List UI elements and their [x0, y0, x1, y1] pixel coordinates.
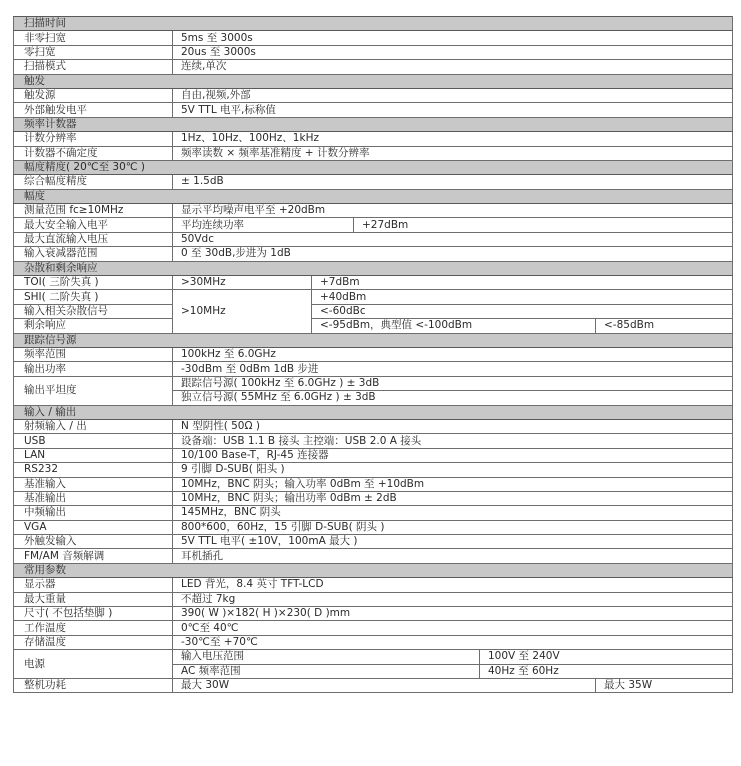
table-row [14, 491, 733, 505]
section-title: 扫描时间 [14, 17, 733, 31]
section-sweep-time [14, 17, 733, 31]
row-label: 测量范围 fc≥10MHz [14, 204, 173, 218]
table-row [14, 549, 733, 563]
row-value: 5V TTL 电平( ±10V，100mA 最大 ) [173, 535, 733, 549]
section-tracking-generator [14, 333, 733, 347]
power-param-value: 40Hz 至 60Hz [480, 664, 733, 678]
table-row [14, 592, 733, 606]
table-row [14, 607, 733, 621]
section-title: 幅度精度( 20℃至 30℃ ) [14, 160, 733, 174]
row-value: +40dBm [312, 290, 733, 304]
section-title: 杂散和剩余响应 [14, 261, 733, 275]
row-label: 剩余响应 [14, 319, 173, 333]
row-value: 0 至 30dB,步进为 1dB [173, 247, 733, 261]
row-label: 中频输出 [14, 506, 173, 520]
table-row [14, 175, 733, 189]
row-label: 输出功率 [14, 362, 173, 376]
row-value: 10MHz，BNC 阴头；输入功率 0dBm 至 +10dBm [173, 477, 733, 491]
row-label: 综合幅度精度 [14, 175, 173, 189]
row-label: 零扫宽 [14, 45, 173, 59]
table-row [14, 88, 733, 102]
row-label: 非零扫宽 [14, 31, 173, 45]
row-value: 平均连续功率 [173, 218, 354, 232]
row-value: 100kHz 至 6.0GHz [173, 347, 733, 361]
table-row [14, 362, 733, 376]
table-row [14, 506, 733, 520]
row-value-2: <-85dBm [596, 319, 733, 333]
row-label: 整机功耗 [14, 678, 173, 692]
row-label: 外部触发电平 [14, 103, 173, 117]
row-value: N 型阴性( 50Ω ) [173, 419, 733, 433]
row-value: 跟踪信号源( 100kHz 至 6.0GHz ) ± 3dB [173, 376, 733, 390]
section-title: 幅度 [14, 189, 733, 203]
section-amplitude-accuracy [14, 160, 733, 174]
table-row [14, 347, 733, 361]
table-row [14, 132, 733, 146]
table-row [14, 218, 733, 232]
row-label: 输出平坦度 [14, 376, 173, 405]
row-label: 工作温度 [14, 621, 173, 635]
row-label: 最大安全输入电平 [14, 218, 173, 232]
row-label: 频率范围 [14, 347, 173, 361]
row-value: 800*600，60Hz，15 引脚 D-SUB( 阴头 ) [173, 520, 733, 534]
row-value: 最大 30W [173, 678, 596, 692]
row-label: 扫描模式 [14, 60, 173, 74]
section-title: 常用参数 [14, 563, 733, 577]
table-row [14, 535, 733, 549]
table-row [14, 247, 733, 261]
section-title: 频率计数器 [14, 117, 733, 131]
row-value: ± 1.5dB [173, 175, 733, 189]
row-condition: >10MHz [173, 290, 312, 333]
table-row [14, 678, 733, 692]
row-label: 输入衰减器范围 [14, 247, 173, 261]
table-row [14, 650, 733, 664]
row-label: USB [14, 434, 173, 448]
row-value: 频率读数 × 频率基准精度 + 计数分辨率 [173, 146, 733, 160]
row-value: 连续,单次 [173, 60, 733, 74]
table-row [14, 45, 733, 59]
power-param-value: 100V 至 240V [480, 650, 733, 664]
section-trigger [14, 74, 733, 88]
section-general [14, 563, 733, 577]
row-label: SHI( 二阶失真 ) [14, 290, 173, 304]
section-title: 跟踪信号源 [14, 333, 733, 347]
row-value: 10/100 Base-T，RJ-45 连接器 [173, 448, 733, 462]
row-value: +7dBm [312, 276, 733, 290]
table-row [14, 448, 733, 462]
row-label: 计数器不确定度 [14, 146, 173, 160]
table-row [14, 146, 733, 160]
row-label: VGA [14, 520, 173, 534]
row-condition: >30MHz [173, 276, 312, 290]
row-label: 基准输出 [14, 491, 173, 505]
row-value: 不超过 7kg [173, 592, 733, 606]
table-row [14, 31, 733, 45]
spec-table [13, 16, 733, 693]
row-value: 20us 至 3000s [173, 45, 733, 59]
row-value: 5ms 至 3000s [173, 31, 733, 45]
row-label: TOI( 三阶失真 ) [14, 276, 173, 290]
row-label: 电源 [14, 650, 173, 679]
row-value: <-95dBm，典型值 <-100dBm [312, 319, 596, 333]
row-label: 射频输入 / 出 [14, 419, 173, 433]
row-label: 外触发输入 [14, 535, 173, 549]
row-value: 10MHz，BNC 阴头；输出功率 0dBm ± 2dB [173, 491, 733, 505]
section-spurious [14, 261, 733, 275]
row-value-2: +27dBm [354, 218, 733, 232]
table-row [14, 290, 733, 304]
row-value-2: 最大 35W [596, 678, 733, 692]
table-row [14, 276, 733, 290]
section-amplitude [14, 189, 733, 203]
section-input-output [14, 405, 733, 419]
table-row [14, 434, 733, 448]
row-label: 计数分辨率 [14, 132, 173, 146]
row-label: 存储温度 [14, 635, 173, 649]
table-row [14, 520, 733, 534]
row-label: RS232 [14, 463, 173, 477]
row-value: <-60dBc [312, 304, 733, 318]
row-value: 145MHz，BNC 阴头 [173, 506, 733, 520]
row-value: -30℃至 +70℃ [173, 635, 733, 649]
row-value: 5V TTL 电平,标称值 [173, 103, 733, 117]
table-row [14, 204, 733, 218]
row-label: 最大重量 [14, 592, 173, 606]
table-row [14, 376, 733, 390]
row-label: FM/AM 音频解调 [14, 549, 173, 563]
row-label: 基准输入 [14, 477, 173, 491]
row-label: 最大直流输入电压 [14, 232, 173, 246]
row-label: 输入相关杂散信号 [14, 304, 173, 318]
row-value: 设备端：USB 1.1 B 接头 主控端：USB 2.0 A 接头 [173, 434, 733, 448]
row-value: 耳机插孔 [173, 549, 733, 563]
table-row [14, 319, 733, 333]
table-row [14, 578, 733, 592]
section-frequency-counter [14, 117, 733, 131]
section-title: 输入 / 输出 [14, 405, 733, 419]
row-value: 50Vdc [173, 232, 733, 246]
row-value: 0℃至 40℃ [173, 621, 733, 635]
row-value: 1Hz、10Hz、100Hz、1kHz [173, 132, 733, 146]
table-row [14, 60, 733, 74]
power-param-name: AC 频率范围 [173, 664, 480, 678]
row-value: 独立信号源( 55MHz 至 6.0GHz ) ± 3dB [173, 391, 733, 405]
table-row [14, 419, 733, 433]
table-row [14, 635, 733, 649]
table-row [14, 232, 733, 246]
row-label: LAN [14, 448, 173, 462]
table-row [14, 103, 733, 117]
table-row [14, 463, 733, 477]
row-value: -30dBm 至 0dBm 1dB 步进 [173, 362, 733, 376]
row-label: 显示器 [14, 578, 173, 592]
section-title: 触发 [14, 74, 733, 88]
row-value: 9 引脚 D-SUB( 阳头 ) [173, 463, 733, 477]
row-value: 390( W )×182( H )×230( D )mm [173, 607, 733, 621]
row-label: 尺寸( 不包括垫脚 ) [14, 607, 173, 621]
row-value: 自由,视频,外部 [173, 88, 733, 102]
row-label: 触发源 [14, 88, 173, 102]
table-row [14, 477, 733, 491]
row-value: LED 背光，8.4 英寸 TFT-LCD [173, 578, 733, 592]
row-value: 显示平均噪声电平至 +20dBm [173, 204, 733, 218]
power-param-name: 输入电压范围 [173, 650, 480, 664]
table-row [14, 621, 733, 635]
table-row [14, 304, 733, 318]
